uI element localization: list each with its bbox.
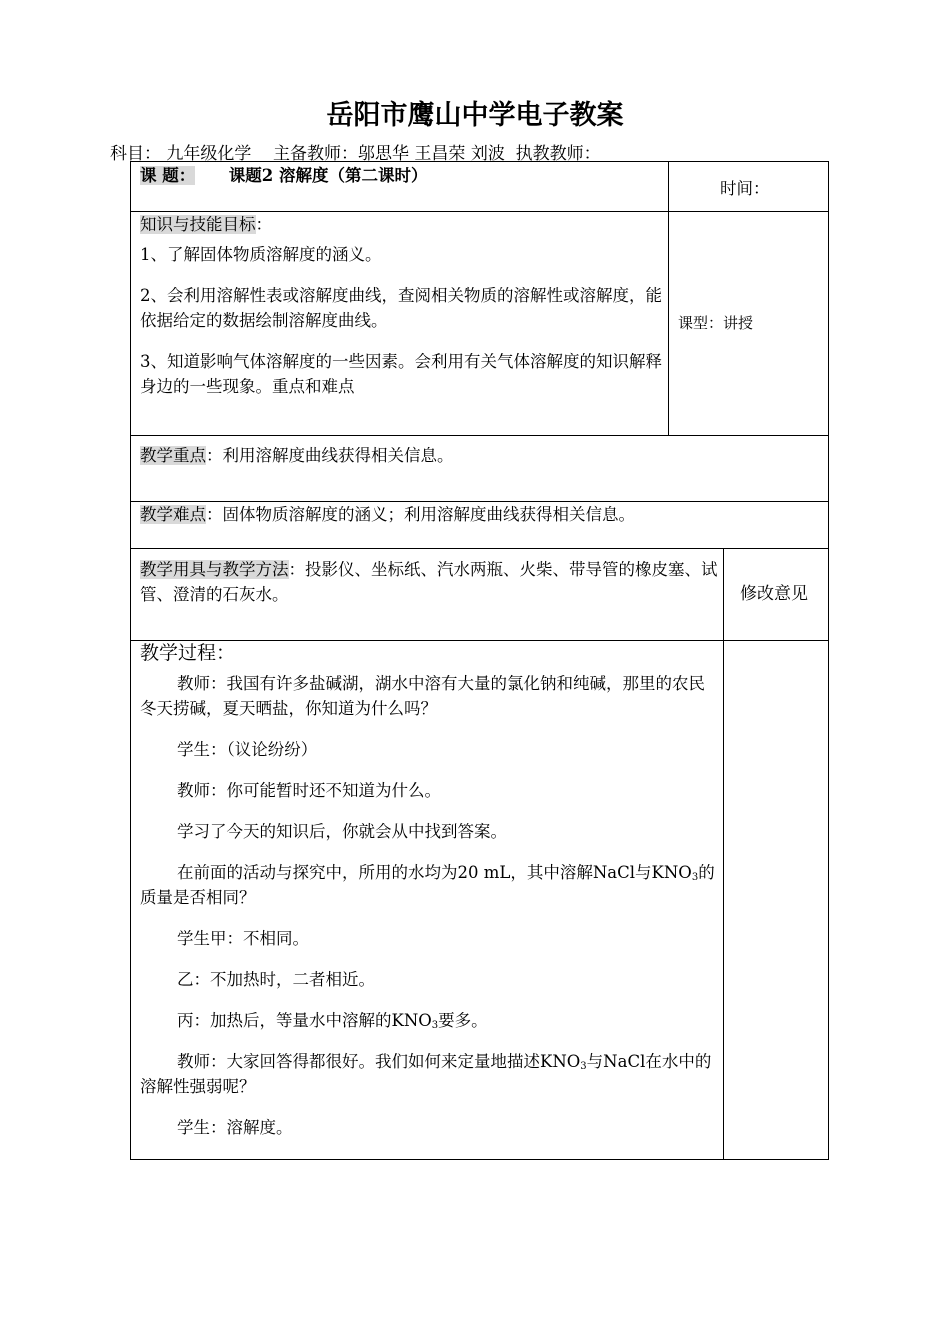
revision-label: 修改意见 — [740, 584, 808, 604]
process-text: 的质量是否相同？ — [140, 863, 715, 907]
process-para — [140, 1008, 718, 1033]
lead-teacher-value: 邬思华 王昌荣 刘波 — [358, 144, 505, 164]
topic-divider — [668, 161, 669, 212]
teacher-label: 执教教师： — [515, 144, 601, 164]
process-title: 教学过程： — [140, 642, 236, 664]
lead-teacher-label: 主备教师： — [273, 144, 359, 164]
tools-label: 教学用具与教学方法 — [140, 560, 289, 579]
process-para: 学生：（议论纷纷） — [177, 740, 318, 759]
tools-divider — [723, 548, 724, 641]
process-divider — [723, 640, 724, 1160]
process-para: 教师：我国有许多盐碱湖，湖水中溶有大量的氯化钠和纯碱，那里的农民冬天捞碱，夏天晒盐，你知道为什么吗？ — [140, 674, 705, 718]
difficulty-text: ：固体物质溶解度的涵义；利用溶解度曲线获得相关信息。 — [206, 505, 635, 524]
lesson-type: 课型：讲授 — [678, 314, 754, 332]
goals-colon: ： — [255, 215, 272, 234]
tools-cell — [140, 557, 718, 607]
goals-cell — [140, 212, 662, 415]
goals-divider — [668, 211, 669, 436]
process-text: 教师：大家回答得都很好。我们如何来定量地描述KNO — [177, 1052, 581, 1071]
process-para: 乙：不加热时，二者相近。 — [177, 970, 375, 989]
key-point-text: ：利用溶解度曲线获得相关信息。 — [206, 446, 454, 465]
process-para — [140, 860, 718, 910]
topic-value: 课题2 溶解度（第二课时） — [228, 166, 428, 185]
difficulty-cell — [140, 502, 635, 527]
key-point-label: 教学重点 — [140, 446, 206, 465]
subscript: 3 — [691, 872, 699, 883]
page-title: 岳阳市鹰山中学电子教案 — [326, 100, 624, 131]
key-point-cell — [140, 443, 454, 468]
process-text: 与NaCl在水中的溶解性强弱呢？ — [140, 1052, 712, 1096]
process-para: 学习了今天的知识后，你就会从中找到答案。 — [177, 822, 507, 841]
goal-item-1: 1、了解固体物质溶解度的涵义。 — [140, 245, 382, 264]
subject-value: 九年级化学 — [166, 144, 252, 164]
process-para: 学生：溶解度。 — [177, 1118, 293, 1137]
process-para: 教师：你可能暂时还不知道为什么。 — [177, 781, 441, 800]
process-para — [140, 1049, 718, 1099]
process-cell — [140, 641, 718, 1156]
goal-item-3: 3、知道影响气体溶解度的一些因素。会利用有关气体溶解度的知识解释身边的一些现象。重点和难点 — [140, 352, 662, 396]
process-para: 学生甲：不相同。 — [177, 929, 309, 948]
process-text: 要多。 — [438, 1011, 488, 1030]
topic-label: 课 题： — [140, 166, 196, 185]
subscript: 3 — [431, 1020, 439, 1031]
process-text: 在前面的活动与探究中，所用的水均为20 mL，其中溶解NaCl与KNO — [177, 863, 692, 882]
goal-item-2: 2、会利用溶解性表或溶解度曲线，查阅相关物质的溶解性或溶解度，能依据给定的数据绘制溶解度曲线。 — [140, 286, 662, 330]
topic-cell — [140, 163, 427, 188]
tools-text: ：投影仪、坐标纸、汽水两瓶、火柴、带导管的橡皮塞、试管、澄清的石灰水。 — [140, 560, 718, 604]
subject-label: 科目： — [110, 144, 161, 164]
subscript: 3 — [580, 1061, 587, 1072]
goals-label: 知识与技能目标 — [140, 215, 256, 234]
time-label: 时间： — [720, 179, 770, 198]
process-text: 丙：加热后，等量水中溶解的KNO — [177, 1011, 432, 1030]
difficulty-label: 教学难点 — [140, 505, 206, 524]
